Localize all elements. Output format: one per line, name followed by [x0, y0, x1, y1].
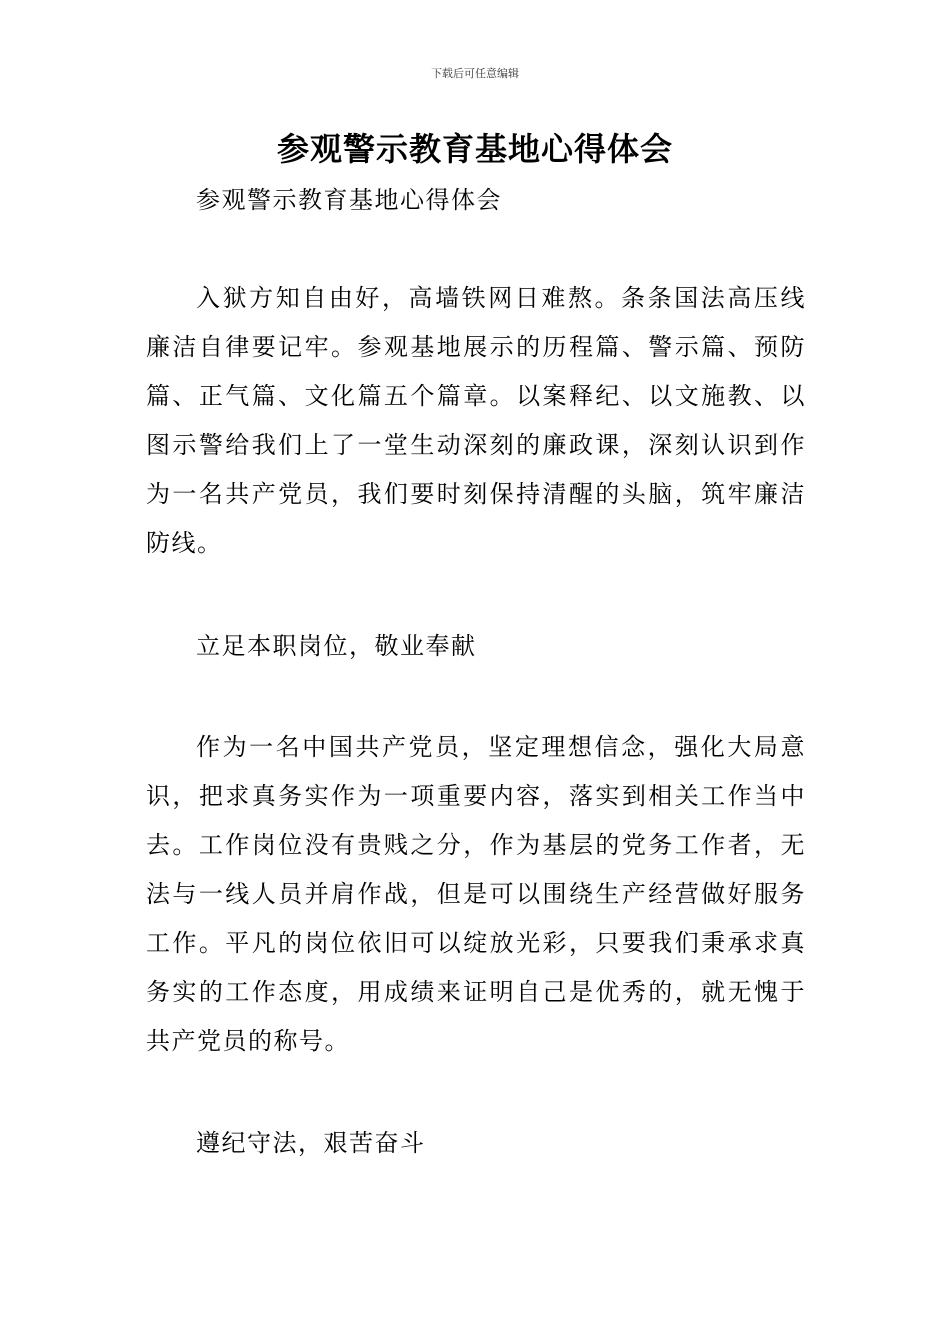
paragraph-intro: 入狱方知自由好，高墙铁网日难熬。条条国法高压线廉洁自律要记牢。参观基地展示的历程篇、警示篇、预防篇、正气篇、文化篇五个篇章。以案释纪、以文施教、以图示警给我们上了一堂生动深刻的廉政课，深刻认识到作为一名共产党员，我们要时刻保持清醒的头脑，筑牢廉洁防线。 [146, 284, 806, 557]
header-note: 下载后可任意编辑 [431, 67, 519, 80]
paragraph-dedication: 作为一名中国共产党员，坚定理想信念，强化大局意识，把求真务实作为一项重要内容，落实到相关工作当中去。工作岗位没有贵贱之分，作为基层的党务工作者，无法与一线人员并肩作战，但是可以围绕生产经营做好服务工作。平凡的岗位依旧可以绽放光彩，只要我们秉承求真务实的工作态度，用成绩来证明自己是优秀的，就无愧于共产党员的称号。 [146, 733, 806, 1055]
document-title: 参观警示教育基地心得体会 [276, 130, 673, 168]
section-heading-discipline: 遵纪守法，艰苦奋斗 [196, 1129, 426, 1157]
section-heading-dedication: 立足本职岗位，敬业奉献 [196, 632, 477, 660]
document-subtitle: 参观警示教育基地心得体会 [196, 186, 502, 214]
